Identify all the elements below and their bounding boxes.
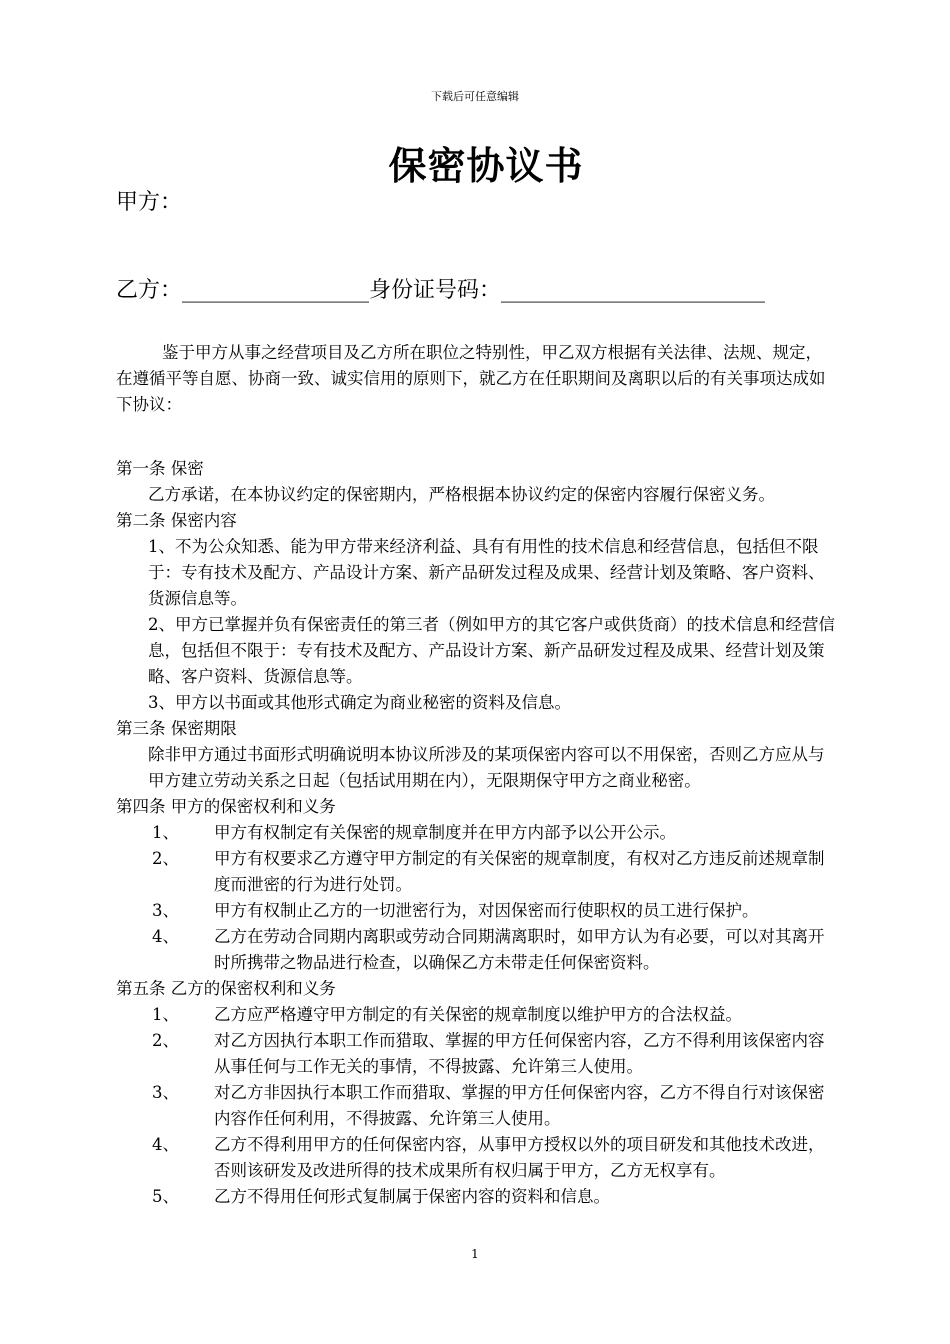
item-text: 乙方在劳动合同期内离职或劳动合同期满离职时，如甲方认为有必要，可以对其离开时所携带之物品进行检查，以确保乙方未带走任何保密资料。 bbox=[214, 927, 825, 972]
article-5-item-5 bbox=[152, 1184, 838, 1210]
article-5-item-2 bbox=[152, 1028, 838, 1080]
article-1-paragraph: 乙方承诺，在本协议约定的保密期内，严格根据本协议约定的保密内容履行保密义务。 bbox=[148, 485, 775, 504]
id-number-label: 身份证号码： bbox=[369, 278, 502, 303]
article-3-title: 第三条 保密期限 bbox=[116, 719, 237, 738]
article-5-title: 第五条 乙方的保密权利和义务 bbox=[116, 979, 336, 998]
article-4-item-2 bbox=[152, 846, 838, 898]
item-number: 5、 bbox=[152, 1187, 179, 1206]
item-text: 乙方应严格遵守甲方制定的有关保密的规章制度以维护甲方的合法权益。 bbox=[214, 1005, 742, 1024]
document-title: 保密协议书 bbox=[388, 143, 584, 188]
article-5-item-1 bbox=[152, 1002, 838, 1028]
article-5-item-3 bbox=[152, 1080, 838, 1132]
article-2-paragraph-3: 3、甲方以书面或其他形式确定为商业秘密的资料及信息。 bbox=[148, 693, 571, 712]
item-text: 对乙方非因执行本职工作而猎取、掌握的甲方任何保密内容，乙方不得自行对该保密内容作任何利用，不得披露、允许第三人使用。 bbox=[214, 1083, 825, 1128]
article-4-item-1 bbox=[152, 820, 838, 846]
article-2-paragraph-1: 1、不为公众知悉、能为甲方带来经济利益、具有有用性的技术信息和经营信息，包括但不限于：专有技术及配方、产品设计方案、新产品研发过程及成果、经营计划及策略、客户资料、货源信息等。 bbox=[148, 537, 825, 608]
item-number: 4、 bbox=[152, 927, 179, 946]
item-number: 3、 bbox=[152, 901, 179, 920]
article-3-paragraph: 除非甲方通过书面形式明确说明本协议所涉及的某项保密内容可以不用保密，否则乙方应从与甲方建立劳动关系之日起（包括试用期在内），无限期保守甲方之商业秘密。 bbox=[148, 745, 825, 790]
agreement-body bbox=[116, 340, 838, 1210]
article-4-item-4 bbox=[152, 924, 838, 976]
page-number: 1 bbox=[471, 1247, 479, 1261]
article-1-title: 第一条 保密 bbox=[116, 459, 204, 478]
id-number-blank: ________________________ bbox=[501, 278, 766, 303]
party-b-line bbox=[116, 276, 765, 306]
party-a-line bbox=[116, 188, 182, 218]
article-2-title: 第二条 保密内容 bbox=[116, 511, 237, 530]
article-4-title: 第四条 甲方的保密权利和义务 bbox=[116, 797, 336, 816]
party-a-label: 甲方： bbox=[116, 190, 183, 215]
intro-paragraph: 鉴于甲方从事之经营项目及乙方所在职位之特别性，甲乙双方根据有关法律、法规、规定，在遵循平等自愿、协商一致、诚实信用的原则下，就乙方在任职期间及离职以后的有关事项达成如下协议： bbox=[116, 343, 826, 414]
party-b-label: 乙方： bbox=[116, 278, 183, 303]
article-2-paragraph-2: 2、甲方已掌握并负有保密责任的第三者（例如甲方的其它客户或供货商）的技术信息和经营信息，包括但不限于：专有技术及配方、产品设计方案、新产品研发过程及成果、经营计划及策略、客户资料、货源信息等。 bbox=[148, 615, 835, 686]
item-number: 1、 bbox=[152, 1005, 179, 1024]
item-text: 甲方有权制定有关保密的规章制度并在甲方内部予以公开公示。 bbox=[214, 823, 676, 842]
item-text: 对乙方因执行本职工作而猎取、掌握的甲方任何保密内容，乙方不得利用该保密内容从事任何与工作无关的事情，不得披露、允许第三人使用。 bbox=[214, 1031, 825, 1076]
item-text: 乙方不得用任何形式复制属于保密内容的资料和信息。 bbox=[214, 1187, 610, 1206]
item-number: 4、 bbox=[152, 1135, 179, 1154]
item-text: 乙方不得利用甲方的任何保密内容，从事甲方授权以外的项目研发和其他技术改进，否则该研发及改进所得的技术成果所有权归属于甲方，乙方无权享有。 bbox=[214, 1135, 825, 1180]
item-number: 2、 bbox=[152, 849, 179, 868]
article-5-item-4 bbox=[152, 1132, 838, 1184]
item-number: 2、 bbox=[152, 1031, 179, 1050]
item-number: 1、 bbox=[152, 823, 179, 842]
party-b-name-blank: _________________ bbox=[182, 278, 370, 303]
item-text: 甲方有权要求乙方遵守甲方制定的有关保密的规章制度，有权对乙方违反前述规章制度而泄密的行为进行处罚。 bbox=[214, 849, 825, 894]
article-4-item-3 bbox=[152, 898, 838, 924]
page-header: 下载后可任意编辑 bbox=[431, 90, 519, 103]
item-number: 3、 bbox=[152, 1083, 179, 1102]
item-text: 甲方有权制止乙方的一切泄密行为，对因保密而行使职权的员工进行保护。 bbox=[214, 901, 759, 920]
